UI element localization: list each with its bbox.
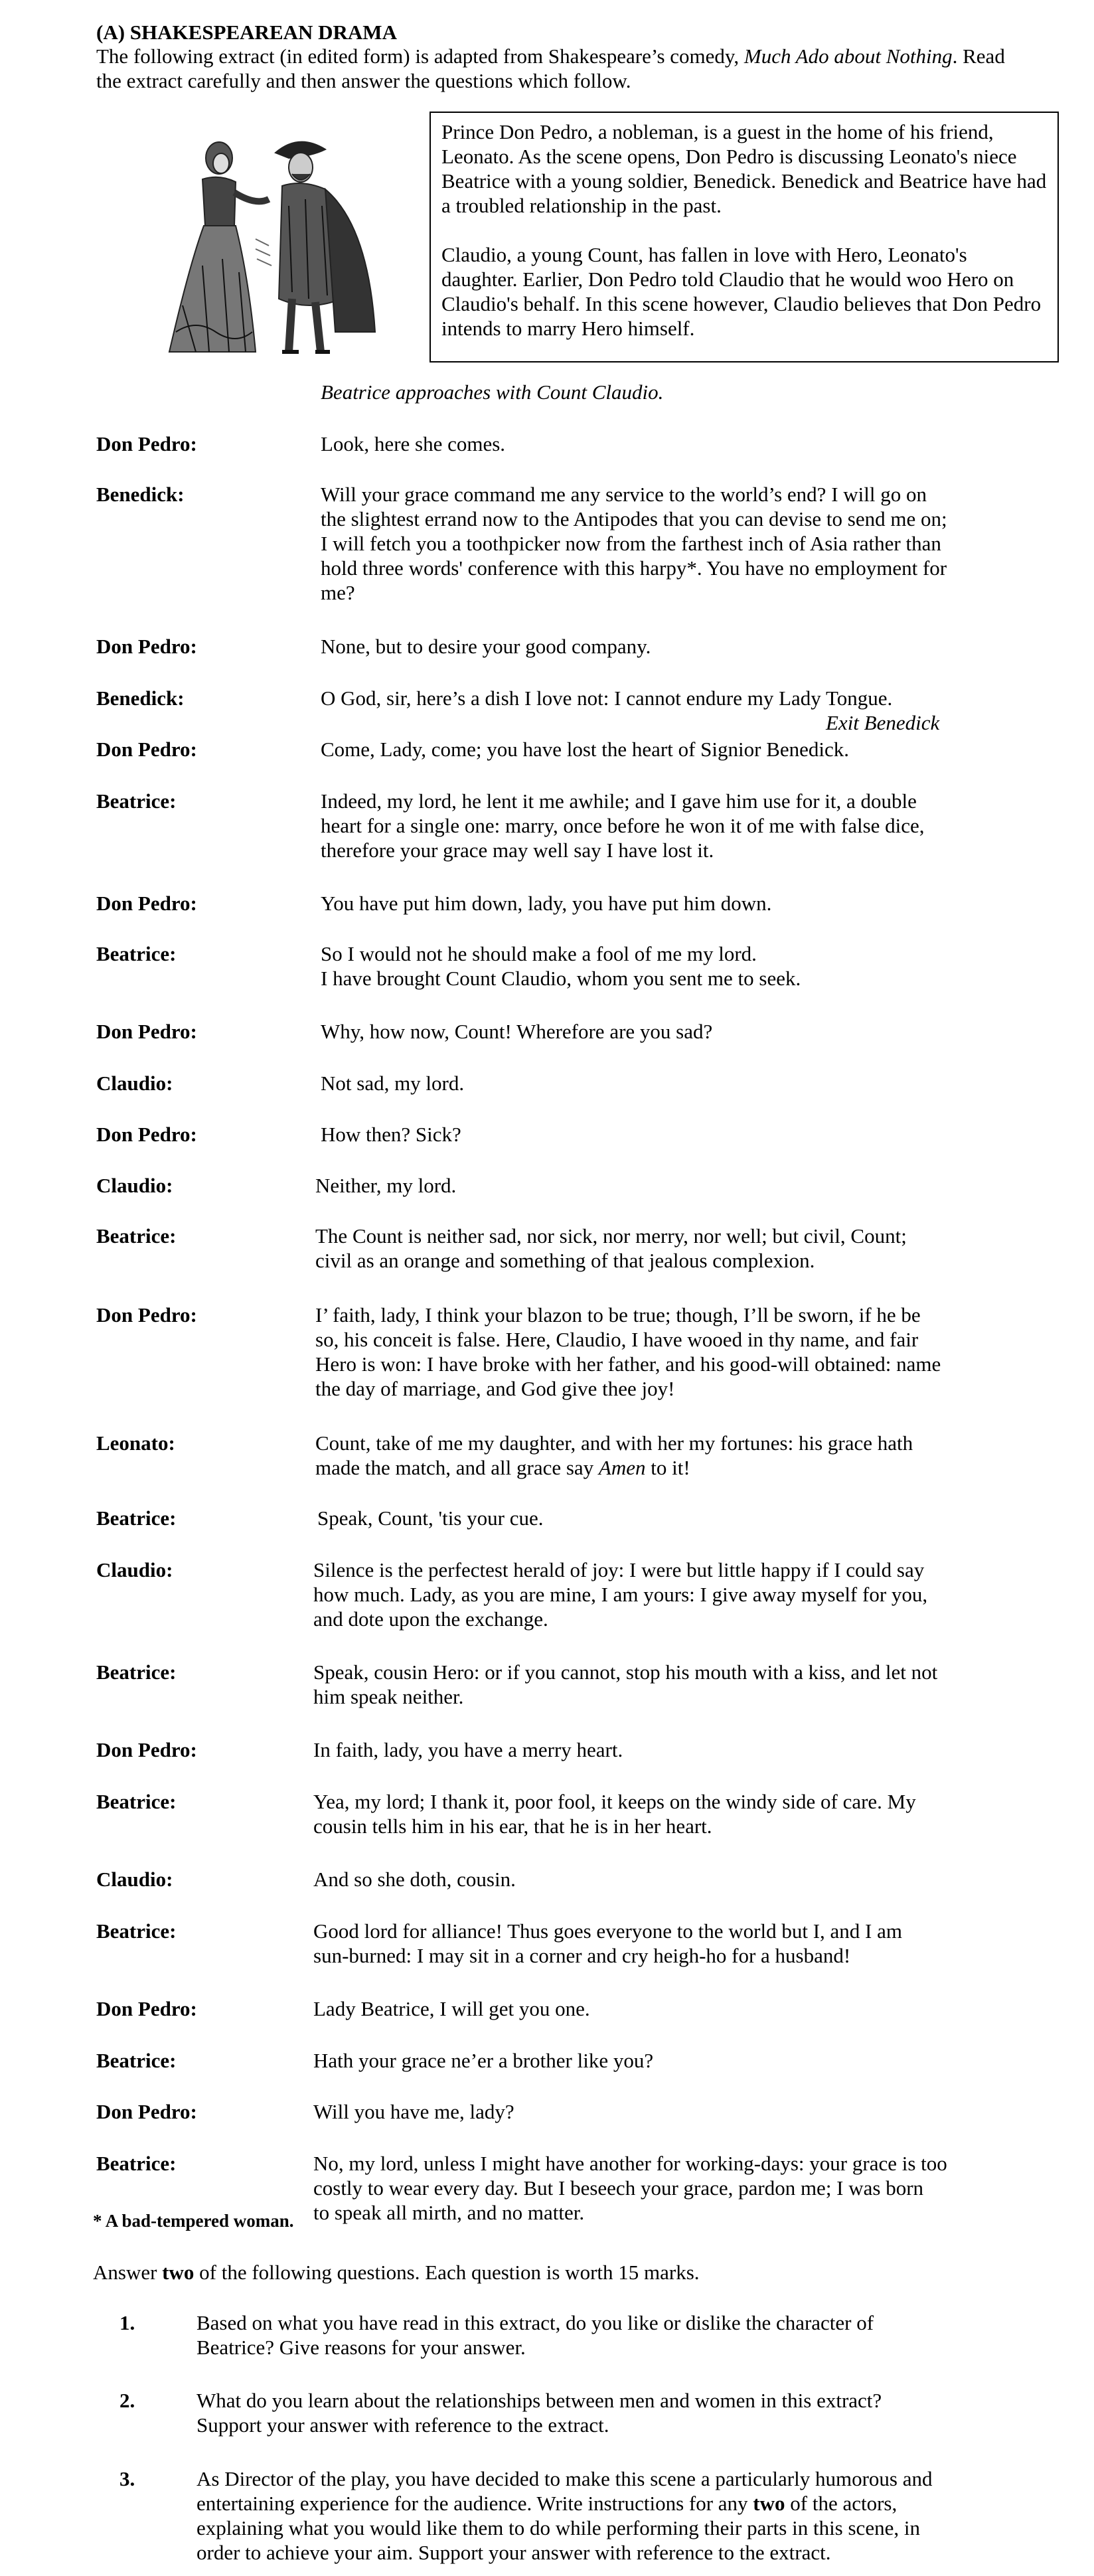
instructions-text: of the following questions. Each question is worth 15 marks. bbox=[194, 2261, 700, 2284]
dialogue-line bbox=[315, 1455, 1026, 1480]
instructions-text: Answer bbox=[93, 2261, 163, 2284]
instructions-emphasis: two bbox=[162, 2261, 195, 2284]
question-text-line: entertaining experience for the audience. Write instructions for any two of the actors, bbox=[196, 2492, 898, 2515]
question-text: order to achieve your aim. Support your answer with reference to the extract. bbox=[196, 2541, 831, 2564]
speaker-name: Don Pedro: bbox=[96, 892, 197, 915]
dialogue-line: None, but to desire your good company. bbox=[321, 635, 651, 658]
dialogue-line: And so she doth, cousin. bbox=[313, 1868, 516, 1891]
dialogue-line: civil as an orange and something of that jealous complexion. bbox=[315, 1249, 815, 1272]
speaker-name: Don Pedro: bbox=[96, 1997, 197, 2020]
dialogue-line: so, his conceit is false. Here, Claudio, I have wooed in thy name, and fair bbox=[315, 1328, 919, 1351]
dialogue-line: therefore your grace may well say I have lost it. bbox=[321, 839, 714, 862]
dialogue-line: and dote upon the exchange. bbox=[313, 1607, 548, 1631]
dialogue-line: cousin tells him in his ear, that he is in her heart. bbox=[313, 1814, 712, 1838]
dialogue-line: to speak all mirth, and no matter. bbox=[313, 2201, 585, 2224]
dialogue-line: Silence is the perfectest herald of joy: I were but little happy if I could say bbox=[313, 1558, 925, 1581]
speaker-name: Don Pedro: bbox=[96, 1020, 197, 1043]
dialogue-line: Speak, cousin Hero: or if you cannot, stop his mouth with a kiss, and let not bbox=[313, 1660, 938, 1684]
dialogue-line: Indeed, my lord, he lent it me awhile; and I gave him use for it, a double bbox=[321, 789, 917, 813]
speaker-name: Beatrice: bbox=[96, 2152, 177, 2175]
speaker-name: Beatrice: bbox=[96, 1224, 177, 1248]
emphasis: Amen bbox=[598, 1456, 646, 1479]
dialogue-line: Neither, my lord. bbox=[315, 1174, 457, 1197]
dialogue-line: hold three words' conference with this harpy*. You have no employment for bbox=[321, 556, 947, 580]
intro-text-before: The following extract (in edited form) is adapted from Shakespeare’s comedy, bbox=[96, 44, 744, 68]
exit-direction: Exit Benedick bbox=[826, 711, 940, 734]
context-box bbox=[430, 112, 1059, 362]
speaker-name: Claudio: bbox=[96, 1558, 173, 1581]
dialogue-line: I’ faith, lady, I think your blazon to be true; though, I’ll be sworn, if he be bbox=[315, 1303, 921, 1327]
dialogue-line: O God, sir, here’s a dish I love not: I cannot endure my Lady Tongue. bbox=[321, 686, 893, 710]
dialogue-line: No, my lord, unless I might have another for working-days: your grace is too bbox=[313, 2152, 947, 2175]
speaker-name: Beatrice: bbox=[96, 789, 177, 813]
question-number: 1. bbox=[119, 2311, 135, 2334]
dialogue-line: heart for a single one: marry, once before he won it of me with false dice, bbox=[321, 814, 925, 837]
question-number: 3. bbox=[119, 2467, 135, 2490]
question-number: 2. bbox=[119, 2389, 135, 2412]
question-text: What do you learn about the relationships between men and women in this extract? bbox=[196, 2389, 882, 2412]
dialogue-line: costly to wear every day. But I beseech your grace, pardon me; I was born bbox=[313, 2176, 924, 2200]
dialogue-line: Come, Lady, come; you have lost the heart of Signior Benedick. bbox=[321, 738, 850, 761]
dialogue-line: Good lord for alliance! Thus goes everyone to the world but I, and I am bbox=[313, 1919, 902, 1943]
speaker-name: Don Pedro: bbox=[96, 1738, 197, 1761]
question-text: As Director of the play, you have decided to make this scene a particularly humorous and bbox=[196, 2467, 933, 2490]
dialogue-line: Count, take of me my daughter, and with her my fortunes: his grace hath bbox=[315, 1431, 913, 1455]
dialogue-line: the day of marriage, and God give thee joy! bbox=[315, 1377, 675, 1400]
question-text bbox=[196, 2491, 1013, 2516]
speaker-name: Don Pedro: bbox=[96, 738, 197, 761]
dialogue-line: You have put him down, lady, you have put him down. bbox=[321, 892, 772, 915]
dialogue-line: Lady Beatrice, I will get you one. bbox=[313, 1997, 590, 2020]
speaker-name: Benedick: bbox=[96, 686, 185, 710]
dialogue-line: Will you have me, lady? bbox=[313, 2100, 514, 2123]
speaker-name: Don Pedro: bbox=[96, 635, 197, 658]
section-heading: (A) SHAKESPEAREAN DRAMA bbox=[96, 21, 397, 44]
footnote: * A bad-tempered woman. bbox=[93, 2211, 294, 2231]
dialogue-line: Why, how now, Count! Wherefore are you sad? bbox=[321, 1020, 713, 1043]
speaker-name: Beatrice: bbox=[96, 1919, 177, 1943]
speaker-name: Claudio: bbox=[96, 1868, 173, 1891]
speaker-name: Benedick: bbox=[96, 483, 185, 506]
dialogue-line: I have brought Count Claudio, whom you sent me to seek. bbox=[321, 967, 801, 990]
dialogue-line-text: made the match, and all grace say Amen to it! bbox=[315, 1456, 690, 1479]
dialogue-line: Look, here she comes. bbox=[321, 432, 506, 455]
dialogue-line: Not sad, my lord. bbox=[321, 1072, 465, 1095]
play-title: Much Ado about Nothing bbox=[743, 44, 953, 68]
dialogue-line: How then? Sick? bbox=[321, 1123, 461, 1146]
dialogue-line: In faith, lady, you have a merry heart. bbox=[313, 1738, 623, 1761]
emphasis: two bbox=[747, 2492, 791, 2515]
speaker-name: Don Pedro: bbox=[96, 432, 197, 455]
dialogue-line: Will your grace command me any service to the world’s end? I will go on bbox=[321, 483, 927, 506]
dialogue-line: how much. Lady, as you are mine, I am yours: I give away myself for you, bbox=[313, 1583, 928, 1606]
speaker-name: Beatrice: bbox=[96, 1660, 177, 1684]
context-paragraph: Claudio, a young Count, has fallen in love with Hero, Leonato's daughter. Earlier, Don Pedro told Claudio that he would woo Hero on Claudio's behalf. In this scene however, Claudio believes that Don Pedro intends to marry Hero himself. bbox=[441, 243, 1042, 340]
engraving-couple-illustration bbox=[156, 133, 385, 359]
speaker-name: Beatrice: bbox=[96, 1790, 177, 1813]
dialogue-line: the slightest errand now to the Antipodes that you can devise to send me on; bbox=[321, 507, 947, 530]
speaker-name: Leonato: bbox=[96, 1431, 175, 1455]
speaker-name: Claudio: bbox=[96, 1072, 173, 1095]
dialogue-line: Yea, my lord; I thank it, poor fool, it keeps on the windy side of care. My bbox=[313, 1790, 916, 1813]
dialogue-line: Hath your grace ne’er a brother like you? bbox=[313, 2049, 654, 2072]
stage-direction: Beatrice approaches with Count Claudio. bbox=[321, 380, 664, 404]
dialogue-line: The Count is neither sad, nor sick, nor merry, nor well; but civil, Count; bbox=[315, 1224, 907, 1248]
speaker-name: Don Pedro: bbox=[96, 1303, 197, 1327]
dialogue-line: me? bbox=[321, 581, 355, 604]
question-text: Based on what you have read in this extract, do you like or dislike the character of bbox=[196, 2311, 874, 2334]
speaker-name: Don Pedro: bbox=[96, 1123, 197, 1146]
speaker-name: Claudio: bbox=[96, 1174, 173, 1197]
question-text: Support your answer with reference to the extract. bbox=[196, 2413, 609, 2437]
speaker-name: Don Pedro: bbox=[96, 2100, 197, 2123]
dialogue-line: Speak, Count, 'tis your cue. bbox=[317, 1506, 544, 1530]
dialogue-line: I will fetch you a toothpicker now from the farthest inch of Asia rather than bbox=[321, 532, 941, 555]
speaker-name: Beatrice: bbox=[96, 2049, 177, 2072]
answer-instructions bbox=[93, 2260, 700, 2285]
dialogue-line: him speak neither. bbox=[313, 1685, 464, 1708]
intro-text-after: . Read the extract carefully and then answer the questions which follow. bbox=[96, 44, 1005, 92]
question-text: explaining what you would like them to do while performing their parts in this scene, in bbox=[196, 2516, 920, 2539]
context-paragraph: Prince Don Pedro, a nobleman, is a guest in the home of his friend, Leonato. As the scene opens, Don Pedro is discussing Leonato's niece Beatrice with a young soldier, Benedick. Benedick and Beatrice have had a troubled relationship in the past. bbox=[441, 120, 1047, 217]
dialogue-line: sun-burned: I may sit in a corner and cry heigh-ho for a husband! bbox=[313, 1944, 851, 1967]
speaker-name: Beatrice: bbox=[96, 942, 177, 965]
question-text: Beatrice? Give reasons for your answer. bbox=[196, 2336, 526, 2359]
intro-paragraph bbox=[96, 44, 1026, 93]
dialogue-line: So I would not he should make a fool of me my lord. bbox=[321, 942, 757, 965]
dialogue-line: Hero is won: I have broke with her father, and his good-will obtained: name bbox=[315, 1352, 941, 1376]
speaker-name: Beatrice: bbox=[96, 1506, 177, 1530]
